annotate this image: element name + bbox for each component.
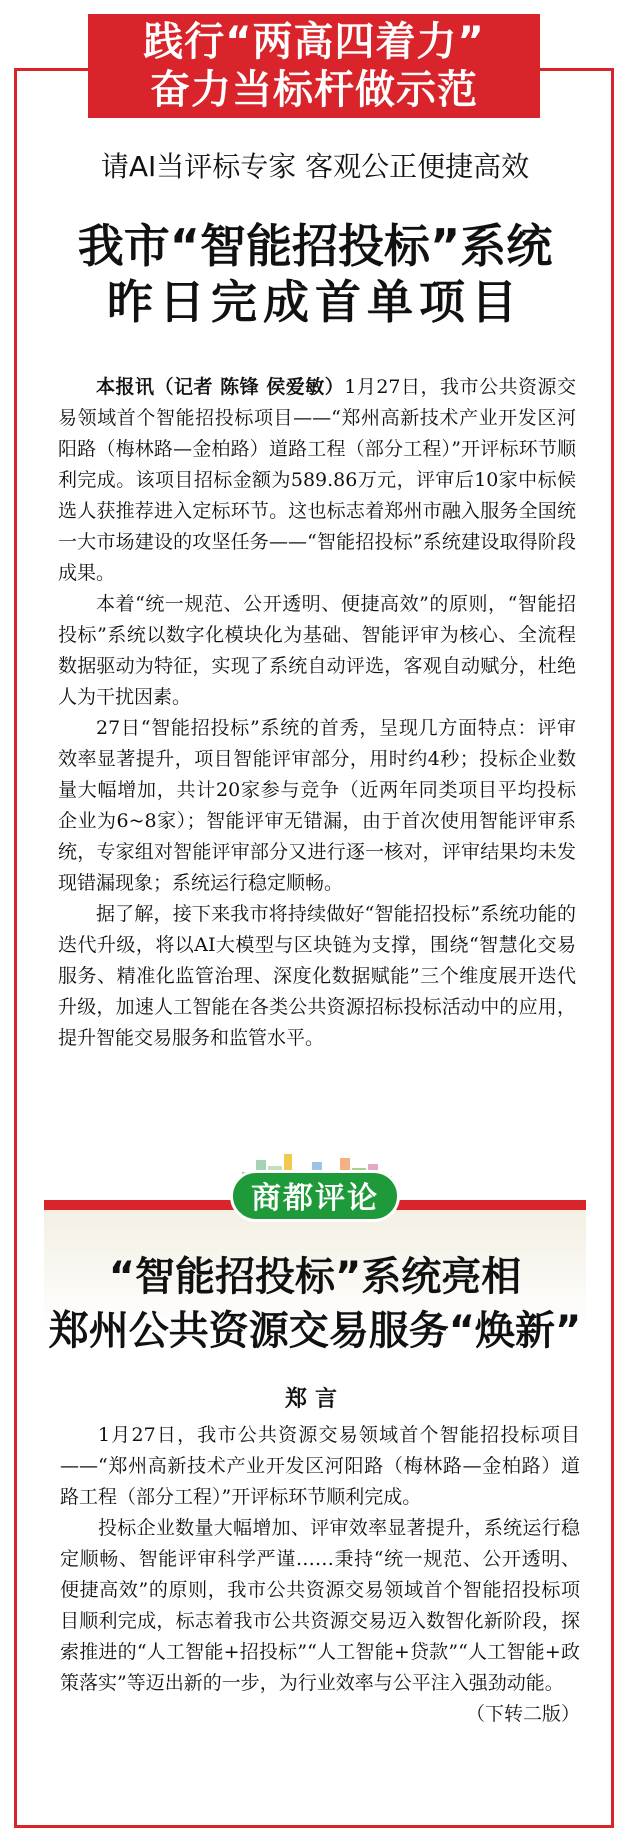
commentary-paragraph-2-text: 投标企业数量大幅增加、评审效率显著提升，系统运行稳定顺畅、智能评审科学严谨……秉持“统一规范、公开透明、便捷高效”的原则，我市公共资源交易领域首个智能招投标项目顺利完成，标志着我市公共资源交易迈入数智化新阶段，探索推进的“人工智能+招投标”“人工智能+贷款”“人工智能+政策落实”等迈出新的一步，为行业效率与公平注入强劲动能。 <box>60 1517 580 1694</box>
section-tag: 商都评论 <box>230 1170 400 1222</box>
article-paragraph-2: 本着“统一规范、公开透明、便捷高效”的原则，“智能招投标”系统以数字化模块化为基础、智能评审为核心、全流程数据驱动为特征，实现了系统自动评选，客观自动赋分，杜绝人为干扰因素。 <box>58 593 576 708</box>
headline-line-2: 昨日完成首单项目 <box>107 275 523 329</box>
commentary-byline: 郑言 <box>284 1387 345 1412</box>
commentary-paragraph-1: 1月27日，我市公共资源交易领域首个智能招投标项目——“郑州高新技术产业开发区河阳路（梅林路—金柏路）道路工程（部分工程）”开评标环节顺利完成。 <box>60 1424 580 1508</box>
banner-line-1: 践行“两高四着力” <box>143 19 485 65</box>
article-paragraph-1 <box>58 372 576 589</box>
article-lead: 本报讯（记者 陈锋 侯爱敏） <box>96 376 345 398</box>
article-paragraph-3: 27日“智能招投标”系统的首秀，呈现几方面特点：评审效率显著提升，项目智能评审部分，用时约4秒；投标企业数量大幅增加，共计20家参与竞争（近两年同类项目平均投标企业为6~8家）；智能评审无错漏，由于首次使用智能评审系统，专家组对智能评审部分又进行逐一核对，评审结果均未发现错漏现象；系统运行稳定顺畅。 <box>58 717 576 894</box>
news-article <box>58 372 576 1054</box>
commentary-article <box>60 1420 580 1730</box>
campaign-banner <box>88 14 540 118</box>
continued-notice: （下转二版） <box>465 1703 580 1725</box>
commentary-title-line-2: 郑州公共资源交易服务“焕新” <box>48 1308 582 1354</box>
commentary-title <box>0 1250 630 1358</box>
banner-line-2: 奋力当标杆做示范 <box>150 67 478 113</box>
commentary-paragraph-2 <box>60 1513 580 1725</box>
commentary-title-line-1: “智能招投标”系统亮相 <box>108 1254 522 1300</box>
headline <box>0 218 630 330</box>
headline-line-1: 我市“智能招投标”系统 <box>77 219 553 273</box>
article-paragraph-4: 据了解，接下来我市将持续做好“智能招投标”系统功能的迭代升级，将以AI大模型与区块链为支撑，围绕“智慧化交易服务、精准化监管治理、深度化数据赋能”三个维度展开迭代升级，加速人工智能在各类公共资源招标投标活动中的应用，提升智能交易服务和监管水平。 <box>58 903 576 1049</box>
article-paragraph-1-text: 1月27日，我市公共资源交易领域首个智能招投标项目——“郑州高新技术产业开发区河阳路（梅林路—金柏路）道路工程（部分工程）”开评标环节顺利完成。该项目招标金额为589.86万元，评审后10家中标候选人获推荐进入定标环节。这也标志着郑州市融入服务全国统一大市场建设的攻坚任务——“智能招投标”系统建设取得阶段成果。 <box>58 376 576 584</box>
subheadline: 请AI当评标专家 客观公正便捷高效 <box>100 150 530 183</box>
